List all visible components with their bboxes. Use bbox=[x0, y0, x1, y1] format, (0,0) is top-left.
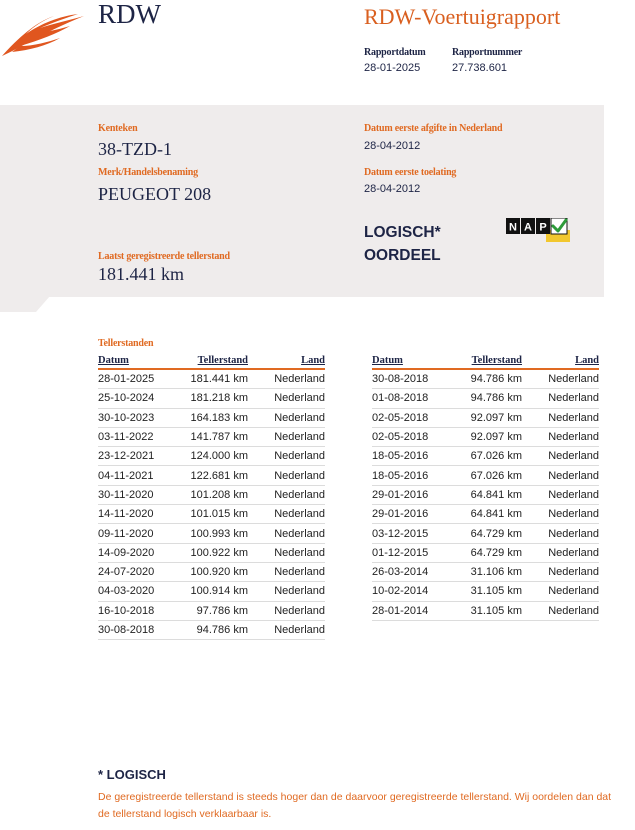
table-row bbox=[372, 524, 599, 543]
make-label: Merk/Handelsbenaming bbox=[98, 167, 198, 178]
cell-date: 25-10-2024 bbox=[98, 389, 180, 408]
col-header-date: Datum bbox=[98, 353, 180, 369]
cell-date: 30-10-2023 bbox=[98, 408, 180, 427]
cell-km: 67.026 km bbox=[454, 447, 522, 466]
table-row bbox=[98, 562, 325, 581]
cell-land: Nederland bbox=[248, 427, 325, 446]
table-row bbox=[98, 485, 325, 504]
report-number: 27.738.601 bbox=[452, 62, 508, 74]
cell-km: 64.841 km bbox=[454, 485, 522, 504]
cell-date: 28-01-2014 bbox=[372, 601, 454, 620]
verdict-line-2: OORDEEL bbox=[364, 247, 441, 264]
cell-km: 94.786 km bbox=[454, 389, 522, 408]
cell-date: 26-03-2014 bbox=[372, 562, 454, 581]
table-row bbox=[372, 505, 599, 524]
cell-date: 03-12-2015 bbox=[372, 524, 454, 543]
cell-date: 10-02-2014 bbox=[372, 582, 454, 601]
table-row bbox=[372, 562, 599, 581]
cell-land: Nederland bbox=[522, 408, 599, 427]
table-row bbox=[372, 601, 599, 620]
table-row bbox=[372, 408, 599, 427]
cell-km: 67.026 km bbox=[454, 466, 522, 485]
odometer-label: Laatst geregistreerde tellerstand bbox=[98, 251, 230, 262]
cell-land: Nederland bbox=[522, 543, 599, 562]
cell-date: 29-01-2016 bbox=[372, 485, 454, 504]
cell-date: 14-11-2020 bbox=[98, 505, 180, 524]
table-row bbox=[98, 408, 325, 427]
rdw-logo-icon bbox=[0, 10, 90, 62]
table-row bbox=[98, 447, 325, 466]
table-row bbox=[372, 389, 599, 408]
cell-km: 64.729 km bbox=[454, 524, 522, 543]
cell-km: 94.786 km bbox=[180, 620, 248, 639]
cell-land: Nederland bbox=[522, 369, 599, 389]
cell-land: Nederland bbox=[248, 582, 325, 601]
cell-date: 01-08-2018 bbox=[372, 389, 454, 408]
cell-land: Nederland bbox=[522, 524, 599, 543]
cell-km: 31.106 km bbox=[454, 562, 522, 581]
cell-km: 100.993 km bbox=[180, 524, 248, 543]
nap-letter-n: N bbox=[509, 221, 517, 234]
table-row bbox=[372, 582, 599, 601]
odometer-table-left bbox=[98, 353, 325, 640]
cell-km: 92.097 km bbox=[454, 427, 522, 446]
footnote-title: * LOGISCH bbox=[98, 767, 166, 782]
first-nl-label: Datum eerste afgifte in Nederland bbox=[364, 123, 503, 134]
nap-logo-icon bbox=[506, 218, 572, 244]
cell-land: Nederland bbox=[522, 466, 599, 485]
report-date: 28-01-2025 bbox=[364, 62, 421, 74]
cell-date: 01-12-2015 bbox=[372, 543, 454, 562]
cell-date: 02-05-2018 bbox=[372, 427, 454, 446]
table-row bbox=[372, 485, 599, 504]
cell-km: 94.786 km bbox=[454, 369, 522, 389]
first-nl-value: 28-04-2012 bbox=[364, 140, 421, 152]
table-row bbox=[372, 369, 599, 389]
cell-land: Nederland bbox=[522, 505, 599, 524]
first-admission-value: 28-04-2012 bbox=[364, 183, 421, 195]
col-header-km: Tellerstand bbox=[180, 353, 248, 369]
cell-land: Nederland bbox=[248, 369, 325, 389]
nap-letter-a: A bbox=[524, 221, 532, 234]
cell-date: 03-11-2022 bbox=[98, 427, 180, 446]
cell-km: 31.105 km bbox=[454, 601, 522, 620]
cell-km: 100.920 km bbox=[180, 562, 248, 581]
table-row bbox=[98, 543, 325, 562]
plate-value: 38-TZD-1 bbox=[98, 139, 172, 159]
cell-date: 04-11-2021 bbox=[98, 466, 180, 485]
table-row bbox=[98, 389, 325, 408]
table-row bbox=[98, 620, 325, 639]
col-header-land: Land bbox=[248, 353, 325, 369]
table-row bbox=[372, 447, 599, 466]
cell-date: 18-05-2016 bbox=[372, 466, 454, 485]
cell-date: 30-08-2018 bbox=[98, 620, 180, 639]
plate-label: Kenteken bbox=[98, 123, 138, 134]
cell-date: 30-11-2020 bbox=[98, 485, 180, 504]
verdict-line-1: LOGISCH* bbox=[364, 224, 441, 241]
vehicle-summary-panel bbox=[0, 105, 604, 297]
cell-land: Nederland bbox=[248, 543, 325, 562]
col-header-date: Datum bbox=[372, 353, 454, 369]
cell-date: 09-11-2020 bbox=[98, 524, 180, 543]
odometer-history-title: Tellerstanden bbox=[98, 338, 154, 349]
table-row bbox=[98, 505, 325, 524]
cell-land: Nederland bbox=[248, 601, 325, 620]
cell-land: Nederland bbox=[248, 485, 325, 504]
report-title: RDW-Voertuigrapport bbox=[364, 4, 561, 29]
nap-letter-p: P bbox=[539, 221, 547, 234]
cell-land: Nederland bbox=[522, 447, 599, 466]
cell-date: 23-12-2021 bbox=[98, 447, 180, 466]
cell-land: Nederland bbox=[522, 485, 599, 504]
table-row bbox=[98, 466, 325, 485]
cell-km: 64.841 km bbox=[454, 505, 522, 524]
cell-land: Nederland bbox=[248, 562, 325, 581]
cell-km: 124.000 km bbox=[180, 447, 248, 466]
cell-land: Nederland bbox=[248, 524, 325, 543]
col-header-km: Tellerstand bbox=[454, 353, 522, 369]
table-row bbox=[98, 582, 325, 601]
table-row bbox=[372, 543, 599, 562]
cell-land: Nederland bbox=[522, 389, 599, 408]
cell-land: Nederland bbox=[522, 601, 599, 620]
cell-km: 181.441 km bbox=[180, 369, 248, 389]
cell-land: Nederland bbox=[248, 505, 325, 524]
col-header-land: Land bbox=[522, 353, 599, 369]
first-admission-label: Datum eerste toelating bbox=[364, 167, 457, 178]
odometer-table-right bbox=[372, 353, 599, 621]
brand-name: RDW bbox=[98, 0, 161, 29]
cell-km: 100.914 km bbox=[180, 582, 248, 601]
report-date-label: Rapportdatum bbox=[364, 47, 426, 58]
table-row bbox=[98, 427, 325, 446]
report-number-label: Rapportnummer bbox=[452, 47, 523, 58]
cell-date: 02-05-2018 bbox=[372, 408, 454, 427]
cell-km: 100.922 km bbox=[180, 543, 248, 562]
cell-land: Nederland bbox=[522, 427, 599, 446]
table-row bbox=[98, 369, 325, 389]
cell-date: 14-09-2020 bbox=[98, 543, 180, 562]
cell-date: 18-05-2016 bbox=[372, 447, 454, 466]
cell-km: 97.786 km bbox=[180, 601, 248, 620]
footnote-text: De geregistreerde tellerstand is steeds hoger dan de daarvoor geregistreerde tellerstand. Wij oordelen dan dat de tellerstand logisch verklaarbaar is. bbox=[98, 791, 612, 820]
cell-land: Nederland bbox=[248, 408, 325, 427]
cell-km: 31.105 km bbox=[454, 582, 522, 601]
cell-land: Nederland bbox=[522, 582, 599, 601]
odometer-value: 181.441 km bbox=[98, 264, 185, 284]
table-row bbox=[372, 466, 599, 485]
cell-date: 30-08-2018 bbox=[372, 369, 454, 389]
cell-km: 122.681 km bbox=[180, 466, 248, 485]
cell-land: Nederland bbox=[248, 620, 325, 639]
table-row bbox=[98, 601, 325, 620]
cell-land: Nederland bbox=[248, 447, 325, 466]
panel-fold-shape bbox=[0, 296, 604, 312]
make-value: PEUGEOT 208 bbox=[98, 184, 212, 204]
cell-land: Nederland bbox=[248, 389, 325, 408]
cell-land: Nederland bbox=[522, 562, 599, 581]
cell-km: 164.183 km bbox=[180, 408, 248, 427]
cell-date: 04-03-2020 bbox=[98, 582, 180, 601]
cell-km: 141.787 km bbox=[180, 427, 248, 446]
cell-date: 29-01-2016 bbox=[372, 505, 454, 524]
cell-km: 101.015 km bbox=[180, 505, 248, 524]
cell-km: 92.097 km bbox=[454, 408, 522, 427]
table-row bbox=[372, 427, 599, 446]
cell-date: 24-07-2020 bbox=[98, 562, 180, 581]
cell-land: Nederland bbox=[248, 466, 325, 485]
table-row bbox=[98, 524, 325, 543]
cell-km: 101.208 km bbox=[180, 485, 248, 504]
cell-km: 64.729 km bbox=[454, 543, 522, 562]
cell-km: 181.218 km bbox=[180, 389, 248, 408]
cell-date: 28-01-2025 bbox=[98, 369, 180, 389]
cell-date: 16-10-2018 bbox=[98, 601, 180, 620]
